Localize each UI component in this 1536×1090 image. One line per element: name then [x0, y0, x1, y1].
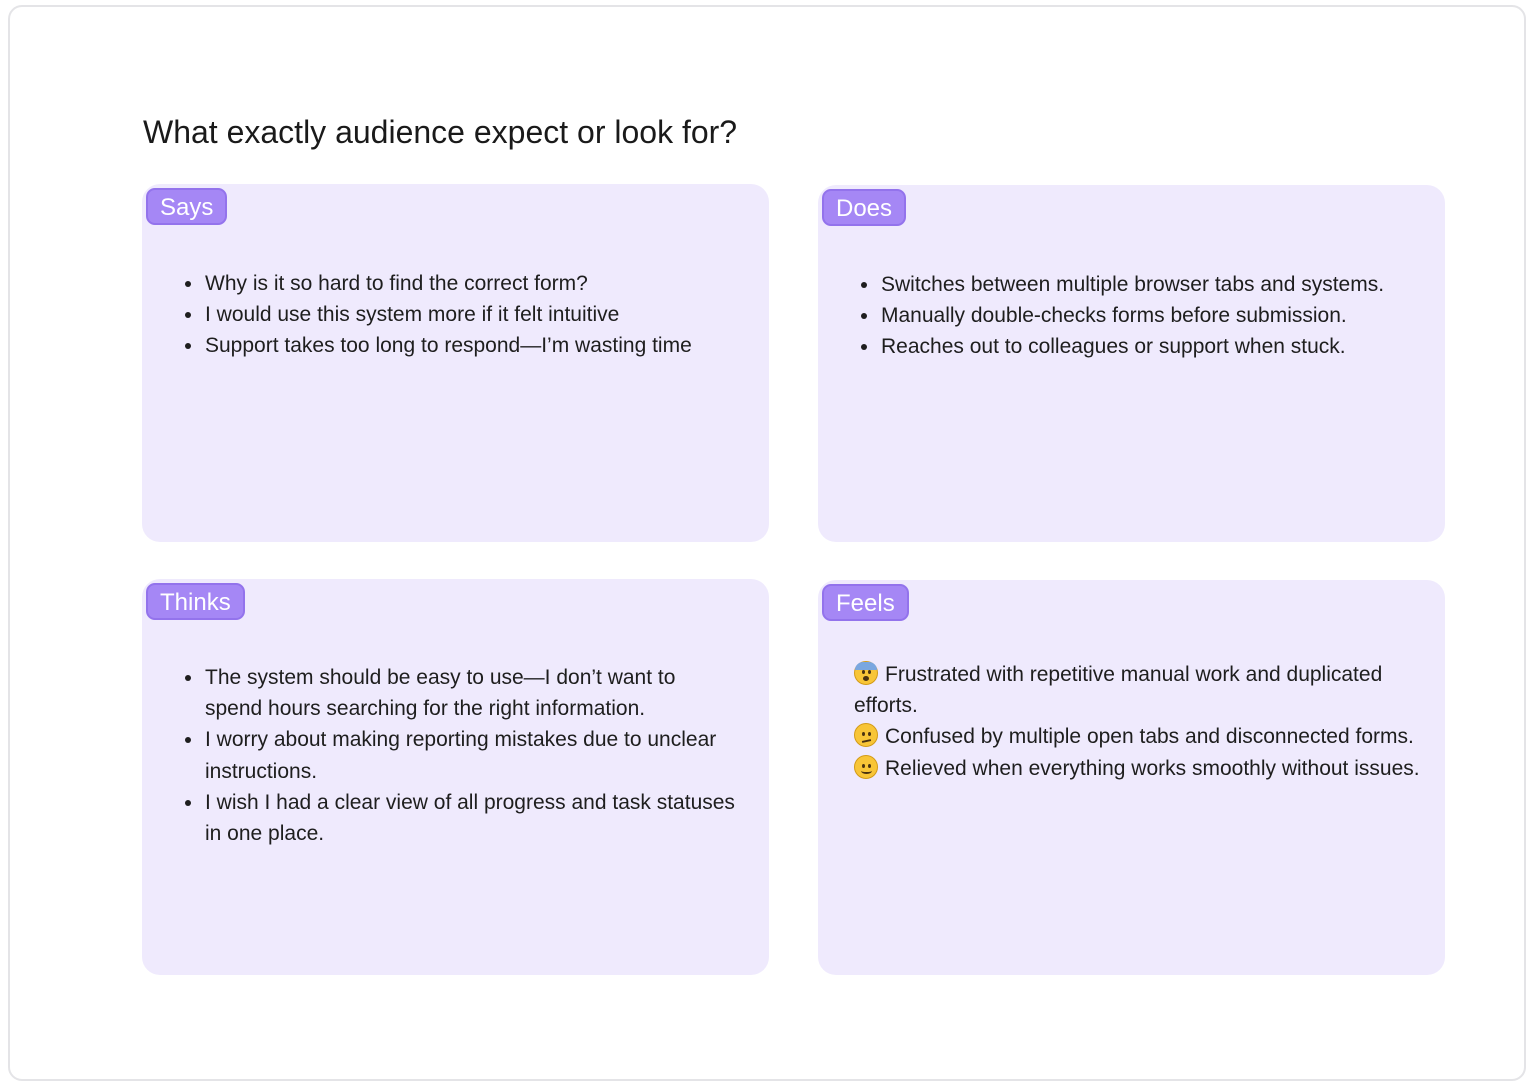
does-tag: Does: [822, 189, 906, 226]
feels-item-text: Relieved when everything works smoothly without issues.: [885, 756, 1420, 780]
list-item: Why is it so hard to find the correct form?: [205, 268, 735, 299]
anxious-face-icon: [854, 661, 878, 685]
feels-quadrant[interactable]: [818, 580, 1445, 975]
says-tag: Says: [146, 188, 227, 225]
list-item: Switches between multiple browser tabs and systems.: [881, 269, 1401, 300]
confused-face-icon: [854, 723, 878, 747]
feels-item-text: Confused by multiple open tabs and disconnected forms.: [885, 725, 1414, 749]
list-item: I worry about making reporting mistakes due to unclear instructions.: [205, 724, 735, 786]
list-item: [854, 721, 1429, 752]
list-item: The system should be easy to use—I don’t want to spend hours searching for the right information.: [205, 662, 735, 724]
does-quadrant[interactable]: [818, 185, 1445, 542]
says-list: [142, 268, 735, 362]
feels-item-text: Frustrated with repetitive manual work and duplicated efforts.: [854, 663, 1383, 718]
list-item: [854, 753, 1429, 784]
list-item: Support takes too long to respond—I’m wasting time: [205, 330, 735, 361]
list-item: [854, 659, 1429, 721]
list-item: Reaches out to colleagues or support when stuck.: [881, 331, 1401, 362]
thinks-list: [142, 662, 735, 849]
thinks-quadrant[interactable]: [142, 579, 769, 975]
says-quadrant[interactable]: [142, 184, 769, 542]
smiling-face-icon: [854, 755, 878, 779]
thinks-tag: Thinks: [146, 583, 245, 620]
list-item: Manually double-checks forms before submission.: [881, 300, 1401, 331]
list-item: I would use this system more if it felt intuitive: [205, 299, 735, 330]
list-item: I wish I had a clear view of all progress and task statuses in one place.: [205, 787, 735, 849]
page-title: What exactly audience expect or look for?: [143, 114, 738, 150]
feels-list: [854, 659, 1429, 784]
feels-tag: Feels: [822, 584, 909, 621]
does-list: [818, 269, 1401, 363]
